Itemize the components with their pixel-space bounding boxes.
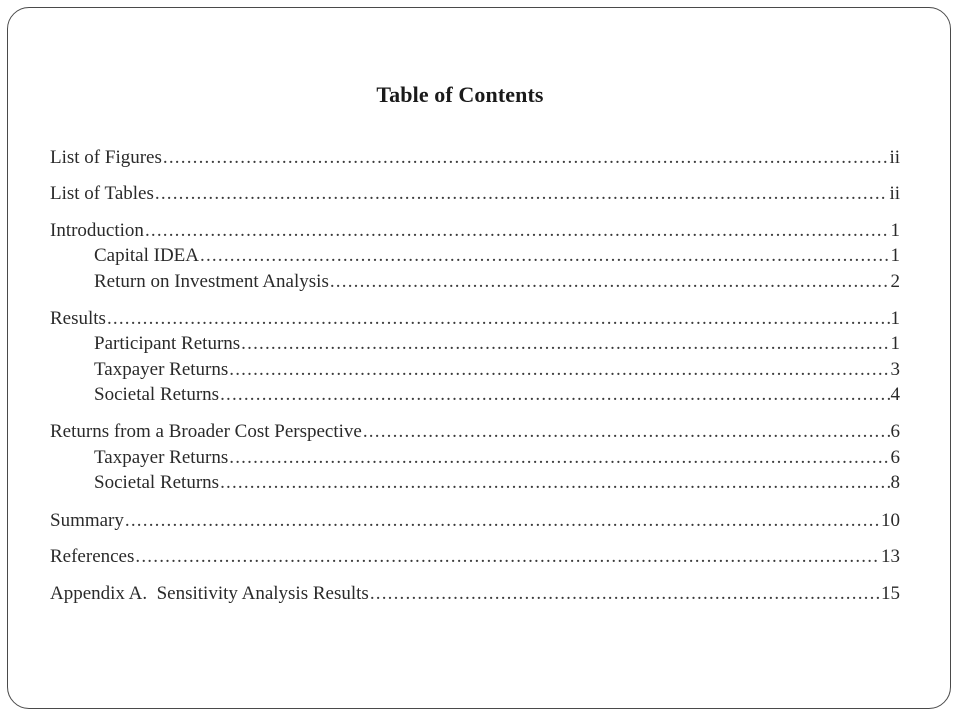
dot-leader: [135, 546, 880, 568]
toc-entry-page: 4: [890, 384, 900, 405]
toc-entry-broader-taxpayer-returns[interactable]: [94, 447, 900, 471]
toc-entry-appendix-a[interactable]: [50, 583, 900, 607]
dot-leader: [200, 245, 889, 267]
toc-entry-page: 1: [890, 333, 900, 354]
toc-entry-label: Capital IDEA: [94, 245, 200, 266]
toc-entry-broader-societal-returns[interactable]: [94, 472, 900, 496]
toc-entry-label: List of Figures: [50, 147, 162, 168]
dot-leader: [163, 147, 889, 169]
dot-leader: [363, 421, 890, 443]
toc-entry-participant-returns[interactable]: [94, 333, 900, 357]
toc-entry-broader-cost-perspective[interactable]: [50, 421, 900, 445]
dot-leader: [220, 472, 889, 494]
toc-entry-references[interactable]: [50, 546, 900, 570]
slide-frame: [7, 7, 951, 709]
toc-entry-label: References: [50, 546, 135, 567]
toc-entry-page: ii: [889, 147, 900, 168]
toc-entry-page: 8: [890, 472, 900, 493]
dot-leader: [220, 384, 889, 406]
dot-leader: [229, 447, 889, 469]
toc-entry-label: Taxpayer Returns: [94, 359, 229, 380]
dot-leader: [107, 308, 890, 330]
toc-entry-label: Return on Investment Analysis: [94, 271, 329, 292]
toc-entry-capital-idea[interactable]: [94, 245, 900, 269]
toc-entry-label: Summary: [50, 510, 124, 531]
toc-entry-page: 1: [890, 245, 900, 266]
page-title: Table of Contents: [376, 82, 544, 107]
toc-entry-taxpayer-returns[interactable]: [94, 359, 900, 383]
toc-entry-page: 10: [881, 510, 900, 531]
dot-leader: [155, 183, 889, 205]
toc-entry-label: Appendix A. Sensitivity Analysis Results: [50, 583, 369, 604]
toc-entry-page: 6: [890, 447, 900, 468]
dot-leader: [145, 220, 890, 242]
toc-entry-page: 2: [890, 271, 900, 292]
toc-entry-label: List of Tables: [50, 183, 154, 204]
toc-entry-page: ii: [889, 183, 900, 204]
toc-entry-introduction[interactable]: [50, 220, 900, 244]
toc-entry-label: Results: [50, 308, 106, 329]
dot-leader: [125, 510, 880, 532]
dot-leader: [370, 583, 880, 605]
toc-entry-page: 1: [890, 308, 900, 329]
toc-entry-label: Introduction: [50, 220, 144, 241]
toc-entry-label: Participant Returns: [94, 333, 241, 354]
toc-entry-return-on-investment-analysis[interactable]: [94, 271, 900, 295]
toc-entry-results[interactable]: [50, 308, 900, 332]
dot-leader: [229, 359, 889, 381]
toc-entry-list-of-figures[interactable]: [50, 147, 900, 171]
toc-entry-label: Taxpayer Returns: [94, 447, 229, 468]
toc-entry-label: Societal Returns: [94, 472, 220, 493]
toc-entry-page: 13: [881, 546, 900, 567]
toc-entry-page: 15: [881, 583, 900, 604]
toc-entry-summary[interactable]: [50, 510, 900, 534]
toc-entry-page: 6: [890, 421, 900, 442]
dot-leader: [241, 333, 889, 355]
toc-entry-page: 3: [890, 359, 900, 380]
dot-leader: [330, 271, 890, 293]
toc-entry-label: Societal Returns: [94, 384, 220, 405]
toc-entry-label: Returns from a Broader Cost Perspective: [50, 421, 362, 442]
toc-entry-list-of-tables[interactable]: [50, 183, 900, 207]
toc-entry-societal-returns[interactable]: [94, 384, 900, 408]
toc-entry-page: 1: [890, 220, 900, 241]
